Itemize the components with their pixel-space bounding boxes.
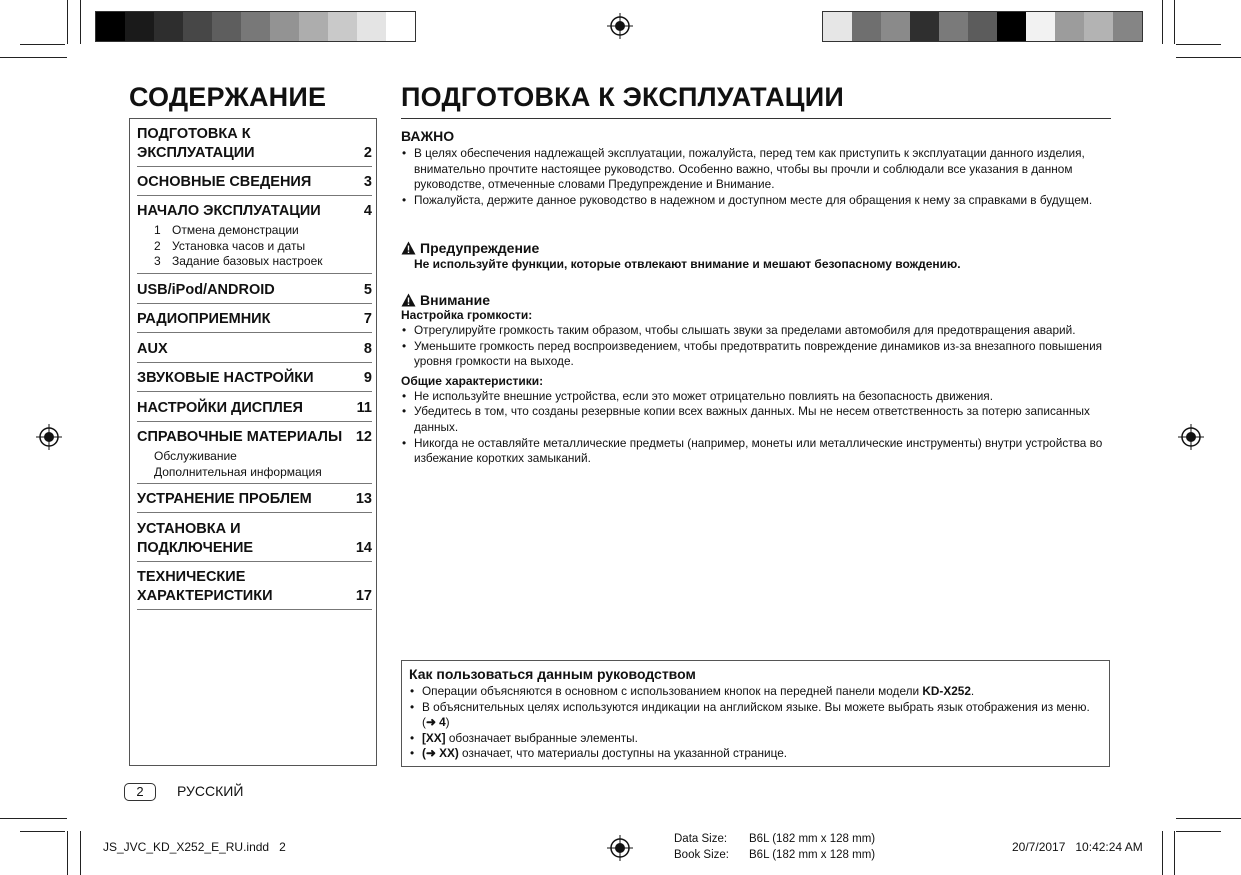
- toc-entry-page: 11: [356, 400, 372, 416]
- toc-entry-head: [137, 340, 372, 362]
- registration-mark-icon: [607, 13, 633, 39]
- toc-sublist: [137, 449, 372, 483]
- toc-entry-label: ПОДГОТОВКА К ЭКСПЛУАТАЦИИ: [137, 126, 255, 161]
- volume-heading: Настройка громкости:: [401, 308, 533, 322]
- registration-mark-icon: [36, 424, 62, 450]
- howto-item-text: обозначает выбранные элементы.: [445, 730, 638, 745]
- toc-entry-label: СПРАВОЧНЫЕ МАТЕРИАЛЫ: [137, 429, 343, 445]
- toc-entry-head: [137, 428, 372, 447]
- toc-subitem-number: 3: [154, 254, 161, 268]
- important-list: [401, 146, 1111, 208]
- toc-entry-page: 7: [363, 311, 372, 327]
- warning-triangle-icon: [401, 293, 416, 307]
- color-swatch: [212, 12, 241, 41]
- toc-subitem-number: 2: [154, 238, 161, 253]
- toc-entry-page: 8: [363, 341, 372, 357]
- list-item: • Не используйте внешние устройства, если это может отрицательно повлиять на безопасность движения.: [401, 389, 1111, 405]
- warning-heading: [401, 240, 1111, 256]
- toc-sublist: [137, 223, 372, 273]
- selected-item-code: [XX]: [422, 730, 446, 745]
- color-swatch: [852, 12, 881, 41]
- warning-triangle-icon: [401, 241, 416, 255]
- toc-subitem[interactable]: [154, 239, 372, 255]
- crop-mark: [1176, 831, 1221, 832]
- how-to-use-list: [409, 684, 1102, 762]
- color-swatch: [1026, 12, 1055, 41]
- toc-entry-page: 4: [363, 203, 372, 219]
- color-swatch: [386, 12, 415, 41]
- list-item: [409, 700, 1102, 731]
- toc-entry[interactable]: [137, 310, 372, 333]
- data-size-label: Data Size:: [674, 833, 728, 845]
- how-to-use-title: Как пользоваться данным руководством: [409, 666, 696, 682]
- toc-entry-head: [137, 399, 372, 421]
- page-reference-code: (➜ XX): [422, 746, 459, 761]
- howto-item-end: ): [445, 715, 450, 730]
- toc-entry[interactable]: [137, 125, 372, 167]
- howto-item-end: .: [970, 684, 975, 698]
- toc-entry-page: 3: [363, 174, 372, 190]
- color-swatch: [1055, 12, 1084, 41]
- toc-entry-head: [137, 520, 372, 561]
- toc-entry-page: 17: [355, 588, 372, 604]
- toc-entry-head: [137, 568, 372, 609]
- important-heading: ВАЖНО: [401, 128, 455, 144]
- toc-subitem[interactable]: [154, 223, 372, 239]
- list-item: [409, 731, 1102, 747]
- list-item: • Убедитесь в том, что созданы резервные копии всех важных данных. Мы не несем ответственность за потерю записанных данных.: [401, 404, 1111, 435]
- toc-subitem-label: Отмена демонстрации: [172, 223, 299, 237]
- toc-entry-label: НАСТРОЙКИ ДИСПЛЕЯ: [137, 400, 303, 416]
- toc-title: СОДЕРЖАНИЕ: [129, 82, 327, 112]
- crop-mark: [1176, 818, 1241, 819]
- data-size-value: B6L (182 mm x 128 mm): [749, 833, 876, 845]
- toc-entry[interactable]: [137, 428, 372, 484]
- howto-item-text: В объяснительных целях используются индикации на английском языке. Вы можете выбрать язык отображения из меню. (: [422, 699, 1090, 730]
- color-swatch: [1084, 12, 1113, 41]
- crop-mark: [80, 831, 81, 875]
- toc-entry-label: УСТАНОВКА И ПОДКЛЮЧЕНИЕ: [137, 521, 254, 556]
- crop-mark: [20, 44, 65, 45]
- color-swatch: [125, 12, 154, 41]
- volume-list: [401, 323, 1111, 370]
- toc-subitem-number: 1: [154, 223, 161, 237]
- color-swatch: [881, 12, 910, 41]
- toc-subitem[interactable]: [154, 254, 372, 270]
- list-item: • Отрегулируйте громкость таким образом, чтобы слышать звуки за пределами автомобиля для предотвращения аварий.: [401, 323, 1111, 339]
- color-bar-right: [822, 11, 1143, 42]
- page-title: ПОДГОТОВКА К ЭКСПЛУАТАЦИИ: [401, 82, 844, 112]
- color-swatch: [183, 12, 212, 41]
- crop-mark: [80, 0, 81, 44]
- toc-entry-page: 5: [363, 282, 372, 298]
- language-label: РУССКИЙ: [177, 783, 244, 799]
- crop-mark: [1176, 57, 1241, 58]
- crop-mark: [67, 0, 68, 44]
- toc-entry[interactable]: [137, 399, 372, 422]
- list-item: [409, 746, 1102, 762]
- list-item: • Никогда не оставляйте металлические предметы (например, монеты или металлические инструменты) внутри устройства во избежание коротких замыканий.: [401, 436, 1111, 467]
- list-item: • В целях обеспечения надлежащей эксплуатации, пожалуйста, перед тем как приступить к эксплуатации данного изделия, внимательно прочтите настоящее руководство. Особенно важно, чтобы вы прочли и соблюдали все указания в данном руководстве, отмеченные словами Предупреждение и Внимание.: [401, 146, 1111, 193]
- toc-entry-label: НАЧАЛО ЭКСПЛУАТАЦИИ: [137, 203, 321, 219]
- toc-entry-head: [137, 125, 372, 166]
- crop-mark: [1162, 831, 1163, 875]
- color-swatch: [910, 12, 939, 41]
- color-swatch: [939, 12, 968, 41]
- registration-mark-icon: [607, 835, 633, 861]
- toc-entry-label: РАДИОПРИЕМНИК: [137, 311, 271, 327]
- toc-entry-head: [137, 281, 372, 303]
- warning-text: Не используйте функции, которые отвлекают внимание и мешают безопасному вождению.: [414, 257, 961, 271]
- toc-entry-page: 14: [355, 540, 372, 556]
- list-item: • Пожалуйста, держите данное руководство в надежном и доступном месте для обращения к нему за справками в будущем.: [401, 193, 1111, 209]
- toc-entry-head: [137, 369, 372, 391]
- toc-entry-head: [137, 490, 372, 512]
- crop-mark: [1174, 0, 1175, 44]
- toc-entry-label: УСТРАНЕНИЕ ПРОБЛЕМ: [137, 491, 312, 507]
- how-to-use-box: [401, 660, 1110, 767]
- toc-entry[interactable]: [137, 202, 372, 274]
- toc-entry[interactable]: [137, 173, 372, 196]
- toc-entry[interactable]: [137, 369, 372, 392]
- general-list: [401, 389, 1111, 467]
- crop-mark: [1162, 0, 1163, 44]
- model-name: KD-X252: [922, 684, 971, 698]
- caution-heading: [401, 292, 1111, 308]
- toc-entry-label: ОСНОВНЫЕ СВЕДЕНИЯ: [137, 174, 312, 190]
- crop-mark: [0, 818, 67, 819]
- toc-entry-head: [137, 202, 372, 221]
- book-size-label: Book Size:: [674, 849, 729, 861]
- list-item: • Уменьшите громкость перед воспроизведением, чтобы предотвратить повреждение динамиков из-за внезапного повышения уровня громкости на выходе.: [401, 339, 1111, 370]
- toc-entry[interactable]: [137, 568, 372, 610]
- toc-entry-page: 13: [355, 491, 372, 507]
- toc-entry[interactable]: [137, 340, 372, 363]
- howto-item-text: означает, что материалы доступны на указанной странице.: [458, 746, 788, 761]
- crop-mark: [20, 831, 65, 832]
- warning-title: Предупреждение: [420, 240, 540, 256]
- toc-entry-label: ЗВУКОВЫЕ НАСТРОЙКИ: [137, 370, 314, 386]
- toc-entry-head: [137, 173, 372, 195]
- book-size-value: B6L (182 mm x 128 mm): [749, 849, 876, 861]
- color-swatch: [997, 12, 1026, 41]
- toc-subitem[interactable]: Дополнительная информация: [154, 464, 322, 479]
- color-swatch: [154, 12, 183, 41]
- toc-subitem-label: Задание базовых настроек: [172, 254, 323, 268]
- slug-filename: JS_JVC_KD_X252_E_RU.indd 2: [103, 840, 286, 854]
- page-number-badge: [124, 783, 156, 801]
- toc-entry-label: AUX: [137, 341, 168, 357]
- color-swatch: [96, 12, 125, 41]
- title-rule: [401, 118, 1111, 119]
- toc-entry-head: [137, 310, 372, 332]
- color-swatch: [823, 12, 852, 41]
- color-swatch: [968, 12, 997, 41]
- color-swatch: [357, 12, 386, 41]
- crop-mark: [0, 57, 67, 58]
- toc-entry-page: 9: [363, 370, 372, 386]
- crop-mark: [1174, 831, 1175, 875]
- toc-entry[interactable]: [137, 490, 372, 513]
- table-of-contents: [129, 118, 377, 766]
- page-reference: ➜ 4: [425, 715, 446, 730]
- toc-entry-label: ТЕХНИЧЕСКИЕ ХАРАКТЕРИСТИКИ: [137, 569, 273, 604]
- color-swatch: [1113, 12, 1142, 41]
- crop-mark: [1176, 44, 1221, 45]
- list-item: [409, 684, 1102, 700]
- toc-entry-page: 2: [363, 145, 372, 161]
- color-swatch: [270, 12, 299, 41]
- toc-entry-label: USB/iPod/ANDROID: [137, 282, 275, 298]
- general-heading: Общие характеристики:: [401, 373, 544, 388]
- slug-timestamp: 20/7/2017 10:42:24 AM: [1012, 840, 1143, 854]
- registration-mark-icon: [1178, 424, 1204, 450]
- color-swatch: [299, 12, 328, 41]
- toc-subitem-label: Установка часов и даты: [172, 238, 306, 253]
- caution-title: Внимание: [420, 292, 490, 308]
- toc-entry-page: 12: [355, 429, 372, 445]
- toc-entry[interactable]: [137, 520, 372, 562]
- toc-subitem[interactable]: Обслуживание: [154, 449, 237, 463]
- toc-entry[interactable]: [137, 281, 372, 304]
- page-number: 2: [136, 784, 144, 799]
- color-swatch: [241, 12, 270, 41]
- color-swatch: [328, 12, 357, 41]
- color-bar-left: [95, 11, 416, 42]
- howto-item-text: Операции объясняются в основном с использованием кнопок на передней панели модели: [422, 684, 923, 698]
- crop-mark: [67, 831, 68, 875]
